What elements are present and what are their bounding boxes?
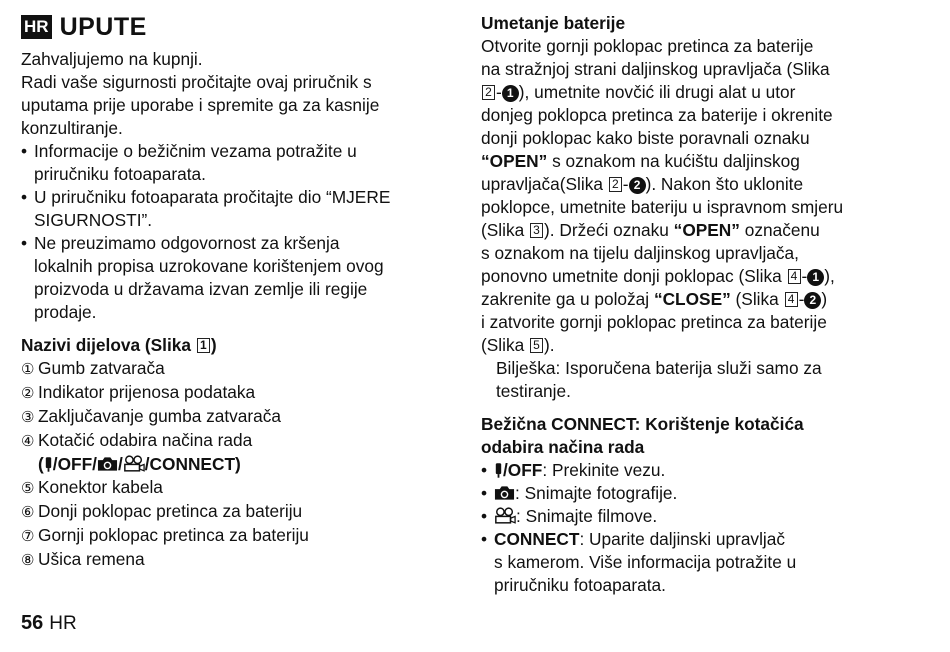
figure-ref: 2 xyxy=(482,85,495,100)
step-number: 2 xyxy=(804,292,821,309)
battery-text: zakrenite ga u položaj “CLOSE” (Slika 4 - 2 ) xyxy=(481,289,828,309)
battery-heading: Umetanje baterije xyxy=(481,13,626,33)
page-number: 56 xyxy=(21,612,44,634)
bullet-item: • Informacije o bežičnim vezama potražite u xyxy=(21,141,357,161)
step-number: 1 xyxy=(807,269,824,286)
mode-bullet: • : Snimajte filmove. xyxy=(481,506,658,526)
intro-line: uputama prije uporabe i spremite ga za kasnije xyxy=(21,95,380,115)
battery-text: i zatvorite gornji poklopac pretinca za baterije xyxy=(481,312,827,332)
mode-bullet-cont: priručniku fotoaparata. xyxy=(494,575,666,595)
camera-icon xyxy=(97,456,118,472)
battery-text: s oznakom na tijelu daljinskog upravljača, xyxy=(481,243,799,263)
part-item: ⑥ Donji poklopac pretinca za bateriju xyxy=(21,501,303,521)
title-text: UPUTE xyxy=(59,12,147,41)
battery-note: Bilješka: Isporučena baterija služi samo za xyxy=(496,358,822,378)
part-item: ① Gumb zatvarača xyxy=(21,358,165,378)
bullet-item-cont: lokalnih propisa uzrokovane korištenjem ovog xyxy=(34,256,384,276)
bullet-item: • U priručniku fotoaparata pročitajte dio “MJERE xyxy=(21,187,391,207)
intro-line: konzultiranje. xyxy=(21,118,123,138)
battery-text: donjeg poklopca pretinca za baterije i okrenite xyxy=(481,105,833,125)
part-item: ④ Kotačić odabira načina rada xyxy=(21,430,253,450)
movie-camera-icon xyxy=(123,455,145,472)
step-number: 1 xyxy=(502,85,519,102)
intro-line: Radi vaše sigurnosti pročitajte ovaj priručnik s xyxy=(21,72,372,92)
battery-text: (Slika 5 ). xyxy=(481,335,555,355)
right-column xyxy=(481,12,931,597)
figure-ref: 3 xyxy=(530,223,543,238)
mode-bullet: • : Snimajte fotografije. xyxy=(481,483,678,503)
mode-bullet-cont: s kamerom. Više informacija potražite u xyxy=(494,552,797,572)
battery-note: testiranje. xyxy=(496,381,571,401)
battery-text: donji poklopac kako biste poravnali oznaku xyxy=(481,128,810,148)
battery-text: ponovno umetnite donji poklopac (Slika 4 - 1 ), xyxy=(481,266,835,286)
battery-text: (Slika 3 ). Držeći oznaku “OPEN” označenu xyxy=(481,220,820,240)
battery-text: 2 - 1 ), umetnite novčić ili drugi alat u utor xyxy=(481,81,931,104)
wireless-heading: Bežična CONNECT: Korištenje kotačića xyxy=(481,414,804,434)
wireless-heading: odabira načina rada xyxy=(481,437,645,457)
battery-text: Otvorite gornji poklopac pretinca za baterije xyxy=(481,36,814,56)
power-icon xyxy=(44,457,53,472)
footer-language: HR xyxy=(49,613,77,634)
bullet-item-cont: proizvoda u državama izvan zemlje ili regije xyxy=(34,279,368,299)
part-item: ③ Zaključavanje gumba zatvarača xyxy=(21,406,282,426)
language-badge: HR xyxy=(21,15,52,39)
part-item: ⑤ Konektor kabela xyxy=(21,477,163,497)
power-icon xyxy=(494,463,503,478)
bullet-item: • Ne preuzimamo odgovornost za kršenja xyxy=(21,233,340,253)
battery-text: “OPEN” s oznakom na kućištu daljinskog xyxy=(481,151,800,171)
page-footer xyxy=(21,612,77,635)
part-item: ② Indikator prijenosa podataka xyxy=(21,382,256,402)
battery-text: poklopce, umetnite bateriju u ispravnom smjeru xyxy=(481,197,844,217)
battery-text: na stražnjoj strani daljinskog upravljača (Slika xyxy=(481,59,830,79)
left-column xyxy=(21,12,451,572)
movie-camera-icon xyxy=(494,507,516,524)
mode-bullet: • CONNECT: Uparite daljinski upravljač xyxy=(481,529,785,549)
camera-icon xyxy=(494,485,515,501)
intro-line: Zahvaljujemo na kupnji. xyxy=(21,49,203,69)
battery-text: upravljača(Slika 2 - 2 ). Nakon što uklonite xyxy=(481,174,804,194)
step-number: 2 xyxy=(629,177,646,194)
bullet-item-cont: SIGURNOSTI”. xyxy=(34,210,153,230)
figure-ref: 5 xyxy=(530,338,543,353)
part-item: ⑧ Ušica remena xyxy=(21,549,145,569)
figure-ref: 4 xyxy=(785,292,798,307)
mode-bullet: • /OFF: Prekinite vezu. xyxy=(481,460,666,480)
bullet-item-cont: priručniku fotoaparata. xyxy=(34,164,206,184)
figure-ref: 4 xyxy=(788,269,801,284)
part-item: ⑦ Gornji poklopac pretinca za bateriju xyxy=(21,525,309,545)
page-title xyxy=(21,12,451,42)
parts-heading: Nazivi dijelova (Slika 1 ) xyxy=(21,335,217,355)
figure-ref: 2 xyxy=(609,177,622,192)
figure-ref: 1 xyxy=(197,338,210,353)
mode-dial-line: ( /OFF/ / /CONNECT) xyxy=(38,454,241,474)
bullet-item-cont: prodaje. xyxy=(34,302,97,322)
